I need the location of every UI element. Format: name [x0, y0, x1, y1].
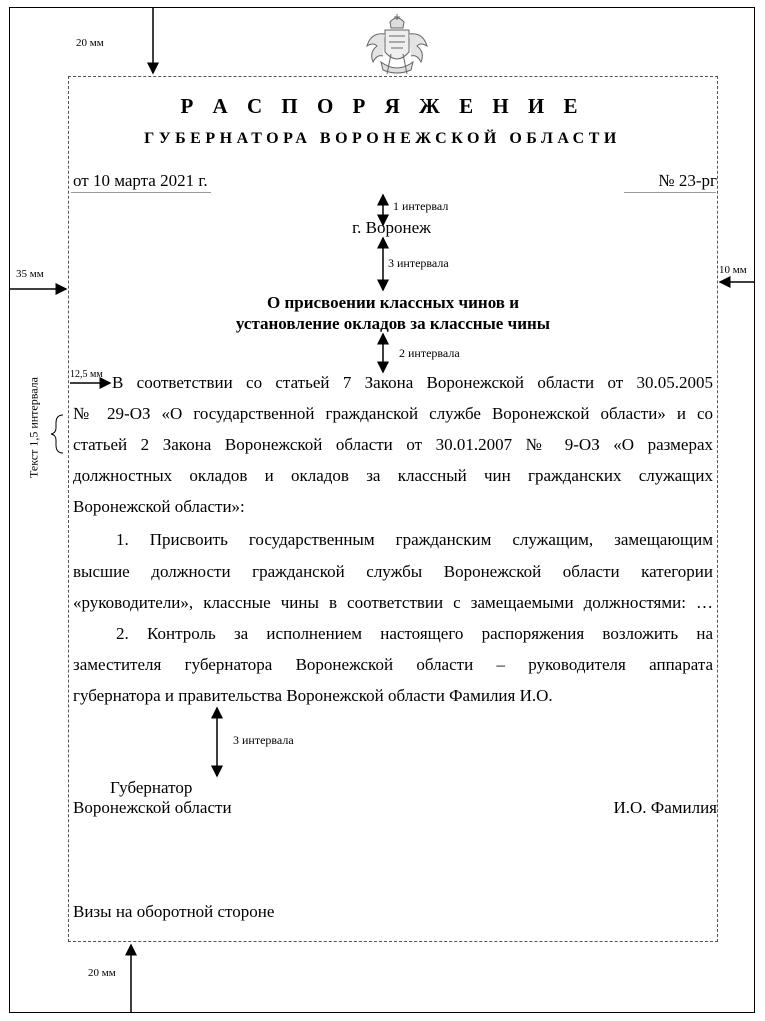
right-margin-label: 10 мм	[719, 264, 747, 276]
top-margin-label: 20 мм	[76, 37, 104, 49]
item1-line-2: высшие должности гражданской службы Воронежской области категории	[73, 562, 713, 581]
item1-line-3: «руководители», классные чины в соответствии с замещаемыми должностями: …	[73, 593, 713, 612]
document-title: Р А С П О Р Я Ж Е Н И Е	[180, 94, 585, 118]
preamble-line-2: № 29-ОЗ «О государственной гражданской службе Воронежской области» и со	[73, 404, 713, 423]
interval-2-label: 2 интервала	[399, 346, 460, 360]
visa-note: Визы на оборотной стороне	[73, 902, 275, 921]
preamble-line-5: Воронежской области»:	[73, 497, 245, 516]
preamble-line-4: должностных окладов и окладов за классный чин гражданских служащих	[73, 466, 713, 485]
text-spacing-brace	[51, 415, 63, 453]
heading-line-1: О присвоении классных чинов и	[266, 293, 520, 312]
bottom-margin-label: 20 мм	[88, 967, 116, 979]
document-number: № 23-рг	[658, 171, 717, 190]
preamble-line-3: статьей 2 Закона Воронежской области от 30.01.2007 № 9-ОЗ «О размерах	[73, 435, 713, 454]
preamble-line-1: В соответствии со статьей 7 Закона Воронежской области от 30.05.2005	[112, 373, 713, 392]
item2-line-1: 2. Контроль за исполнением настоящего распоряжения возложить на	[116, 624, 713, 643]
item2-line-2: заместителя губернатора Воронежской области – руководителя аппарата	[73, 655, 713, 674]
indent-label: 12,5 мм	[70, 369, 103, 380]
signer-name: И.О. Фамилия	[613, 798, 717, 817]
document-subtitle: ГУБЕРНАТОРА ВОРОНЕЖСКОЙ ОБЛАСТИ	[144, 130, 621, 147]
item2-line-3: губернатора и правительства Воронежской области Фамилия И.О.	[73, 686, 553, 705]
left-margin-label: 35 мм	[16, 268, 44, 280]
signer-title-line-1: Губернатор	[110, 778, 193, 797]
interval-1-label: 1 интервал	[393, 199, 449, 213]
item1-line-1: 1. Присвоить государственным гражданским служащим, замещающим	[116, 530, 713, 549]
document-date: от 10 марта 2021 г.	[73, 171, 208, 190]
signer-title-line-2: Воронежской области	[73, 798, 232, 817]
heading-line-2: установление окладов за классные чины	[235, 314, 551, 333]
interval-3-top-label: 3 интервала	[388, 256, 449, 270]
city: г. Воронеж	[352, 218, 431, 237]
text-spacing-label: Текст 1,5 интервала	[26, 377, 41, 478]
interval-3-bottom-label: 3 интервала	[233, 733, 294, 747]
